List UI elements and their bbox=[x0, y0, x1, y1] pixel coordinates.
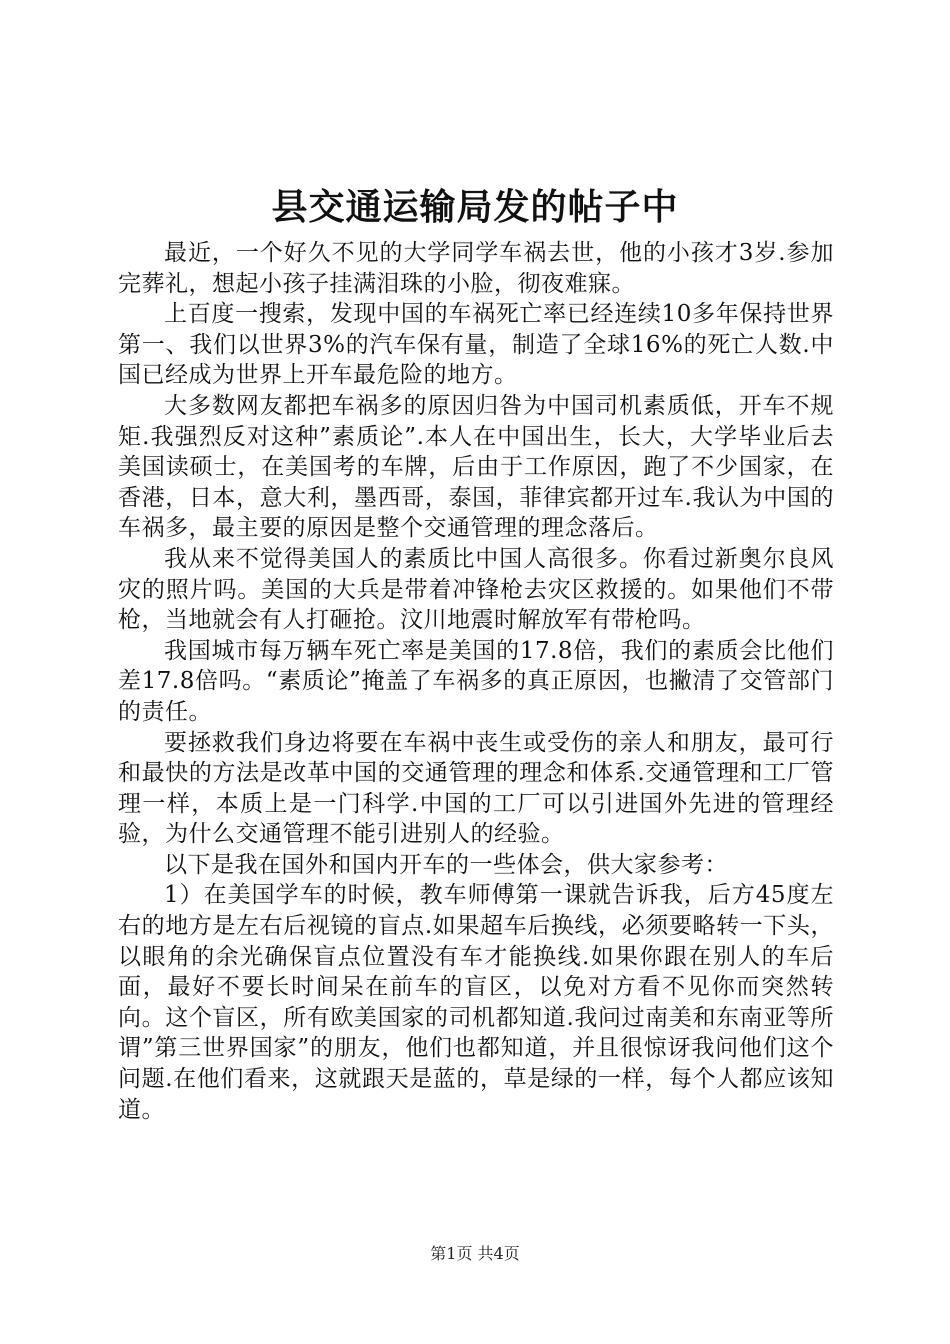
paragraph: 最近，一个好久不见的大学同学车祸去世，他的小孩才3岁.参加完葬礼，想起小孩子挂满泪珠的小脸，彻夜难寐。 bbox=[118, 240, 834, 297]
paragraph: 1）在美国学车的时候，教车师傅第一课就告诉我，后方45度左右的地方是左右后视镜的盲点.如果超车后换线，必须要略转一下头，以眼角的余光确保盲点位置没有车才能换线.如果你跟在别人的车后面，最好不要长时间呆在前车的盲区，以免对方看不见你而突然转向。这个盲区，所有欧美国家的司机都知道.我问过南美和东南亚等所谓”第三世界国家”的朋友，他们也都知道，并且很惊讶我问他们这个问题.在他们看来，这就跟天是蓝的，草是绿的一样，每个人都应该知道。 bbox=[118, 882, 834, 1123]
paragraph: 我国城市每万辆车死亡率是美国的17.8倍，我们的素质会比他们差17.8倍吗。“素质论”掩盖了车祸多的真正原因，也撇清了交管部门的责任。 bbox=[118, 637, 834, 725]
page-footer: 第1页 共4页 bbox=[430, 1244, 520, 1263]
paragraph: 大多数网友都把车祸多的原因归咎为中国司机素质低，开车不规矩.我强烈反对这种”素质论”.本人在中国出生，长大，大学毕业后去美国读硕士，在美国考的车牌，后由于工作原因，跑了不少国家，在香港，日本，意大利，墨西哥，泰国，菲律宾都开过车.我认为中国的车祸多，最主要的原因是整个交通管理的理念落后。 bbox=[118, 392, 834, 542]
paragraph: 以下是我在国外和国内开车的一些体会，供大家参考： bbox=[164, 851, 728, 878]
paragraph: 要拯救我们身边将要在车祸中丧生或受伤的亲人和朋友，最可行和最快的方法是改革中国的交通管理的理念和体系.交通管理和工厂管理一样，本质上是一门科学.中国的工厂可以引进国外先进的管理经验，为什么交通管理不能引进别人的经验。 bbox=[118, 729, 834, 848]
document-title: 县交通运输局发的帖子中 bbox=[271, 187, 679, 228]
paragraph: 上百度一搜索，发现中国的车祸死亡率已经连续10多年保持世界第一、我们以世界3%的汽车保有量，制造了全球16%的死亡人数.中国已经成为世界上开车最危险的地方。 bbox=[118, 301, 834, 389]
document-body bbox=[118, 238, 834, 1125]
paragraph: 我从来不觉得美国人的素质比中国人高很多。你看过新奥尔良风灾的照片吗。美国的大兵是带着冲锋枪去灾区救援的。如果他们不带枪，当地就会有人打砸抢。汶川地震时解放军有带枪吗。 bbox=[118, 545, 834, 634]
